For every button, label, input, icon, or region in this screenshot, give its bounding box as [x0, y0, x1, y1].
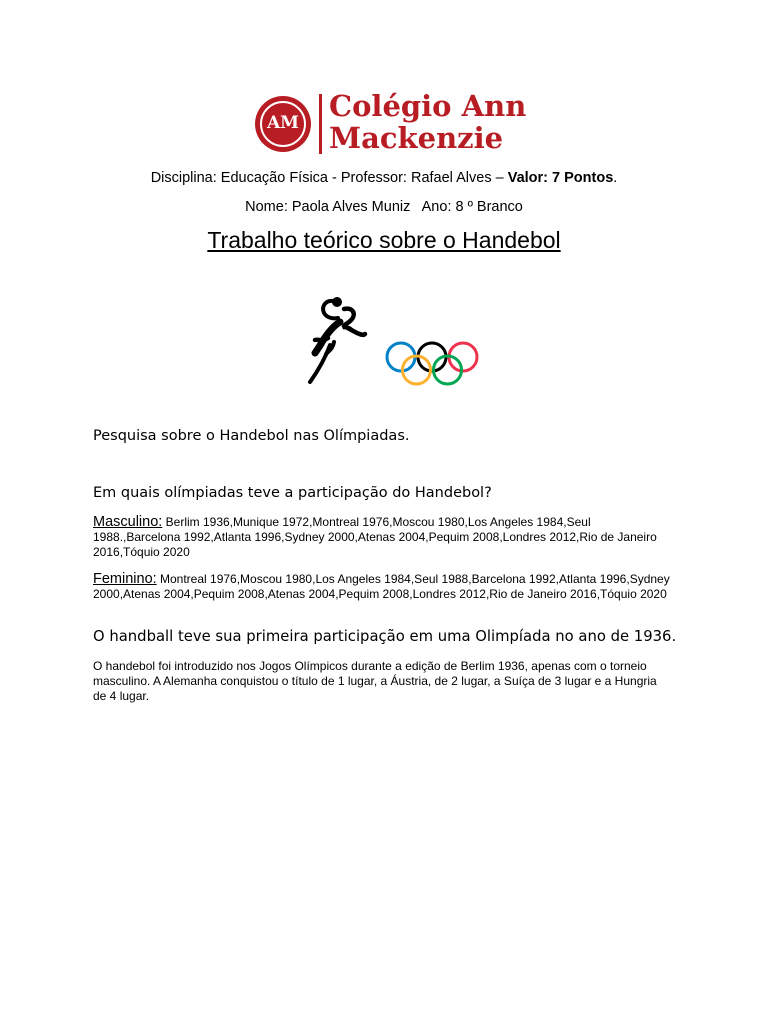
logo-name-line1: Colégio Ann: [329, 89, 527, 123]
discipline-line: [0, 170, 768, 186]
logo-monogram: AM: [266, 113, 299, 133]
history-paragraph: O handebol foi introduzido nos Jogos Olímpicos durante a edição de Berlim 1936, apenas com o torneio masculino. A Alemanha conquistou o título de 1 lugar, a Áustria, de 2 lugar, a Suíça de 3 lugar e a Hungria de 4 lugar.: [93, 659, 657, 703]
discipline-text: Disciplina: Educação Física - Professor: Rafael Alves –: [150, 170, 508, 186]
school-logo: [255, 89, 527, 158]
first-participation-heading: O handball teve sua primeira participação em uma Olimpíada no ano de 1936.: [93, 628, 677, 645]
value-label: Valor: 7 Pontos: [507, 170, 614, 186]
logo-seal: [255, 96, 311, 152]
men-list: Berlim 1936,Munique 1972,Montreal 1976,Moscou 1980,Los Angeles 1984,Seul 1988.,Barcelona 1992,Atlanta 1996,Sydney 2000,Atenas 2004,Pequim 2008,Londres 2012,Rio de Janeiro 2016,Tóquio 2020: [93, 515, 657, 559]
student-line: Nome: Paola Alves Muniz Ano: 8 º Branco: [245, 199, 523, 215]
research-heading: Pesquisa sobre o Handebol nas Olímpiadas.: [93, 428, 410, 444]
logo-divider: [319, 94, 322, 154]
value-end: .: [613, 170, 618, 186]
women-paragraph: [93, 572, 673, 602]
men-paragraph: [93, 515, 673, 560]
olympic-rings-icon: [382, 338, 492, 398]
page-title: Trabalho teórico sobre o Handebol: [207, 227, 561, 253]
men-label: Masculino:: [93, 514, 163, 530]
logo-name-line2: Mackenzie: [329, 121, 504, 155]
logo-school-name: [329, 90, 526, 154]
women-list: Montreal 1976,Moscou 1980,Los Angeles 1984,Seul 1988,Barcelona 1992,Atlanta 1996,Sydney 2000,Atenas 2004,Pequim 2008,Atenas 2004,Pequim 2008,Londres 2012,Rio de Janeiro 2016,Tóquio 2020: [93, 572, 670, 601]
illustration: [300, 292, 485, 392]
question-heading: Em quais olímpiadas teve a participação do Handebol?: [93, 485, 492, 501]
women-label: Feminino:: [93, 571, 157, 587]
